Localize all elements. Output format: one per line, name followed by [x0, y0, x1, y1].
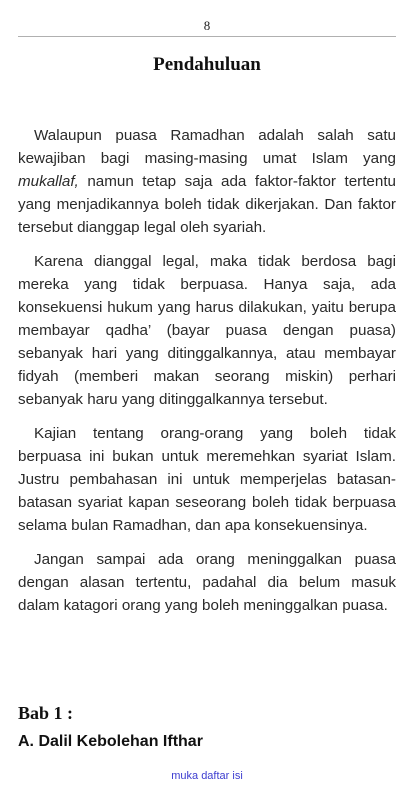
paragraph-1 — [18, 124, 396, 239]
paragraph-2: Karena dianggal legal, maka tidak berdosa bagi mereka yang tidak berpuasa. Hanya saja, ada konsekuensi hukum yang harus dilakukan, yaitu berupa membayar qadha’ (bayar puasa dengan puasa) sebanyak hari yang ditinggalkannya, atau membayar fidyah (memberi makan seorang miskin) perhari sebanyak haru yang ditinggalkannya tersebut. — [18, 253, 396, 408]
chapter-title: Pendahuluan — [153, 54, 261, 75]
body-text — [18, 124, 396, 628]
paragraph-4: Jangan sampai ada orang meninggalkan puasa dengan alasan tertentu, padahal dia belum masuk dalam katagori orang yang boleh meninggalkan puasa. — [18, 551, 396, 614]
table-of-contents-link[interactable]: muka daftar isi — [171, 770, 243, 782]
page-number: 8 — [203, 18, 211, 33]
section-heading: A. Dalil Kebolehan Ifthar — [18, 733, 203, 750]
paragraph-1-text-before: Walaupun puasa Ramadhan adalah salah satu kewajiban bagi masing-masing umat Islam yang — [18, 127, 396, 167]
bab-heading: Bab 1 : — [18, 703, 74, 723]
paragraph-1-emphasis: mukallaf, — [18, 173, 79, 190]
header-divider — [18, 36, 396, 37]
paragraph-3: Kajian tentang orang-orang yang boleh tidak berpuasa ini bukan untuk meremehkan syariat Islam. Justru pembahasan ini untuk memperjelas batasan-batasan syariat kapan seseorang boleh tidak berpuasa selama bulan Ramadhan, dan apa konsekuensinya. — [18, 425, 396, 534]
paragraph-1-text-after: namun tetap saja ada faktor-faktor tertentu yang menjadikannya boleh tidak dikerjakan. Dan faktor tersebut dianggap legal oleh syariah. — [18, 173, 396, 236]
